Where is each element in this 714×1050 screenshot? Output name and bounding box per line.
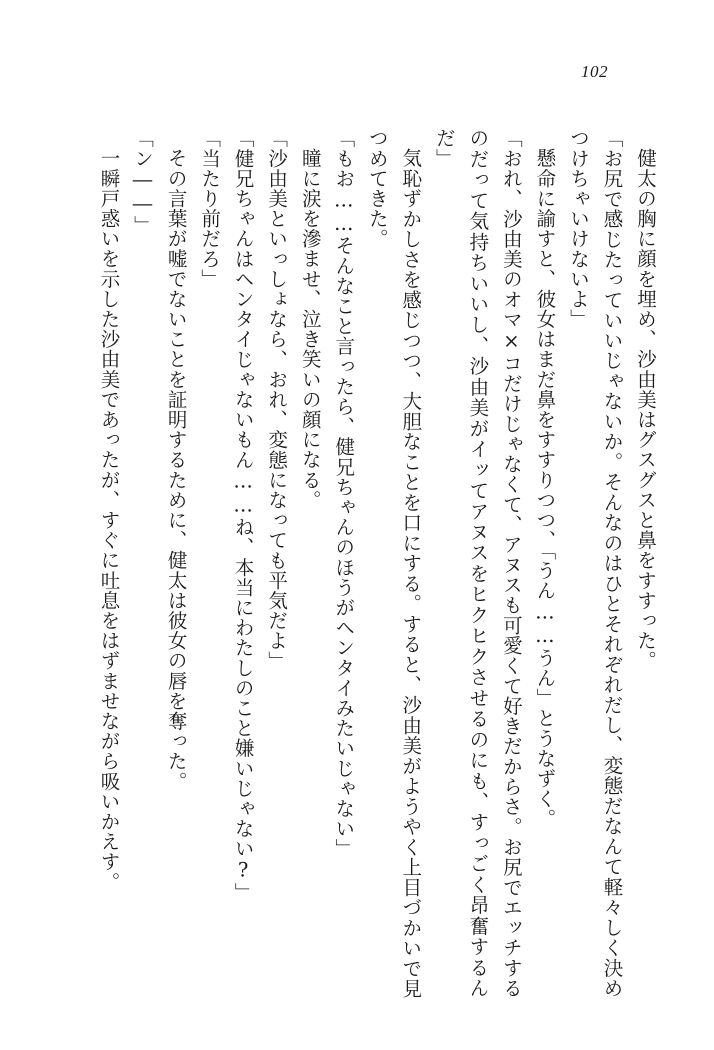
body-paragraph: 「お尻で感じたっていいじゃないか。そんなのはひとそれぞれだし、変態だなんて軽々しく決めつけちゃいけないよ」 bbox=[566, 128, 624, 998]
body-paragraph: 「当たり前だろ」 bbox=[198, 128, 222, 289]
body-paragraph: 気恥ずかしさを感じつつ、大胆なことを口にする。すると、沙由美がようやく上目づかいで見つめてきた。 bbox=[365, 128, 423, 998]
body-paragraph: 「ン――」 bbox=[131, 128, 155, 236]
body-paragraph: 懸命に諭すと、彼女はまだ鼻をすすりつつ、「うん……うん」とうなずく。 bbox=[533, 147, 557, 829]
body-paragraph: 「おれ、沙由美のオマ×コだけじゃなくて、アヌスも可愛くて好きだからさ。お尻でエッチするのだって気持ちいいし、沙由美がイッてアヌスをヒクヒクさせるのにも、すっごく昂奮するんだ」 bbox=[432, 128, 523, 998]
body-paragraph: 「健兄ちゃんはヘンタイじゃないもん……ね、本当にわたしのこと嫌いじゃない?」 bbox=[231, 128, 255, 903]
body-paragraph: 「もお……そんなこと言ったら、健兄ちゃんのほうがヘンタイみたいじゃない」 bbox=[332, 128, 356, 859]
page-body-text bbox=[48, 128, 662, 998]
body-paragraph: 瞳に涙を滲ませ、泣き笑いの顔になる。 bbox=[298, 147, 322, 510]
body-paragraph: その言葉が嘘でないことを証明するために、健太は彼女の唇を奪った。 bbox=[164, 147, 188, 791]
page-number: 102 bbox=[581, 62, 608, 81]
body-paragraph: 一瞬戸惑いを示した沙由美であったが、すぐに吐息をはずませながら吸いかえす。 bbox=[97, 147, 121, 892]
body-paragraph: 健太の胸に顔を埋め、沙由美はグスグスと鼻をすすった。 bbox=[634, 147, 657, 671]
body-paragraph: 「沙由美といっしょなら、おれ、変態になっても平気だよ」 bbox=[265, 128, 289, 671]
